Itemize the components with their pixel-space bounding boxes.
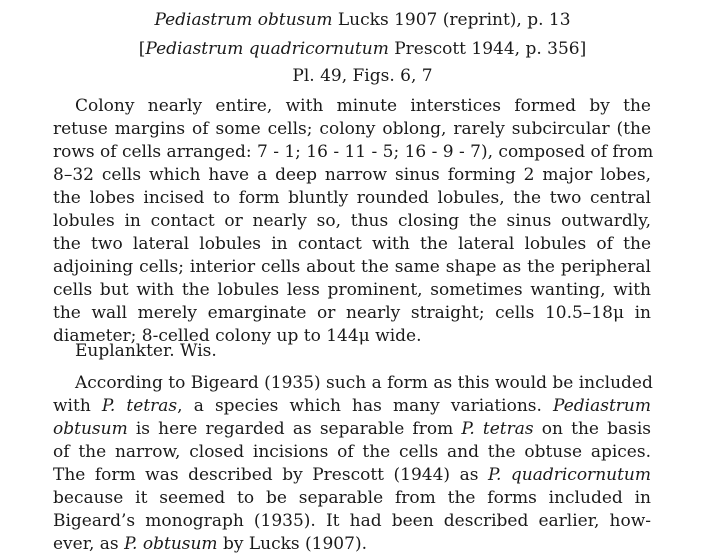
- description-line: the lobes incised to form bluntly rounded lobules, the two central: [53, 188, 651, 208]
- description-line: lobules in contact or nearly so, thus closing the sinus outwardly,: [53, 211, 651, 231]
- description-line: diameter; 8-celled colony up to 144μ wide.: [53, 326, 422, 346]
- text-run: by Lucks (1907).: [217, 534, 367, 554]
- distribution-text: Euplankter. Wis.: [75, 341, 217, 361]
- species-name: Pediastrum obtusum: [154, 10, 333, 30]
- description-line: the wall merely emarginate or nearly straight; cells 10.5–18μ in: [53, 303, 651, 323]
- description-line: cells but with the lobules less prominent, sometimes wanting, with: [53, 280, 651, 300]
- species-heading: [0, 9, 725, 31]
- description-line: adjoining cells; interior cells about the same shape as the peripheral: [53, 257, 651, 277]
- discussion-paragraph: [53, 372, 651, 556]
- discussion-line: [53, 464, 651, 487]
- discussion-line: Bigeard’s monograph (1935). It had been described earlier, how-: [53, 511, 651, 531]
- description-line: rows of cells arranged: 7 - 1; 16 - 11 - 5; 16 - 9 - 7), composed of from: [53, 142, 654, 162]
- taxon-name: P. obtusum: [124, 534, 218, 554]
- taxon-name: P. quadricornutum: [487, 465, 651, 485]
- discussion-line: [53, 395, 651, 418]
- description-line: retuse margins of some cells; colony oblong, rarely subcircular (the: [53, 119, 651, 139]
- description-line: 8–32 cells which have a deep narrow sinus forming 2 major lobes,: [53, 165, 651, 185]
- plate-reference: Pl. 49, Figs. 6, 7: [292, 66, 433, 86]
- text-run: with: [53, 396, 102, 416]
- synonym-name: Pediastrum quadricornutum: [145, 39, 389, 59]
- taxon-name: P. tetras: [101, 396, 178, 416]
- text-run: is here regarded as separable from: [127, 419, 462, 439]
- citation: Lucks 1907 (reprint), p. 13: [332, 10, 571, 30]
- distribution-paragraph: [53, 340, 651, 363]
- taxon-name: P. tetras: [461, 419, 534, 439]
- description-line: Colony nearly entire, with minute interstices formed by the: [75, 96, 651, 116]
- discussion-line: [53, 533, 651, 556]
- text-run: , a species which has many variations.: [177, 396, 554, 416]
- description-line: the two lateral lobules in contact with the lateral lobules of the: [53, 234, 651, 254]
- discussion-line: because it seemed to be separable from the forms included in: [53, 488, 651, 508]
- text-run: The form was described by Prescott (1944) as: [53, 465, 488, 485]
- taxon-name: Pediastrum: [553, 396, 651, 416]
- discussion-line: [53, 418, 651, 441]
- discussion-line: According to Bigeard (1935) such a form as this would be included: [75, 373, 653, 393]
- synonym-heading: [0, 38, 725, 60]
- synonym-citation: Prescott 1944, p. 356]: [388, 39, 587, 59]
- description-paragraph: [53, 95, 654, 348]
- bracket-open: [: [138, 39, 146, 59]
- discussion-line: of the narrow, closed incisions of the cells and the obtuse apices.: [53, 442, 651, 462]
- text-run: on the basis: [533, 419, 652, 439]
- taxon-name: obtusum: [53, 419, 128, 439]
- text-run: ever, as: [53, 534, 125, 554]
